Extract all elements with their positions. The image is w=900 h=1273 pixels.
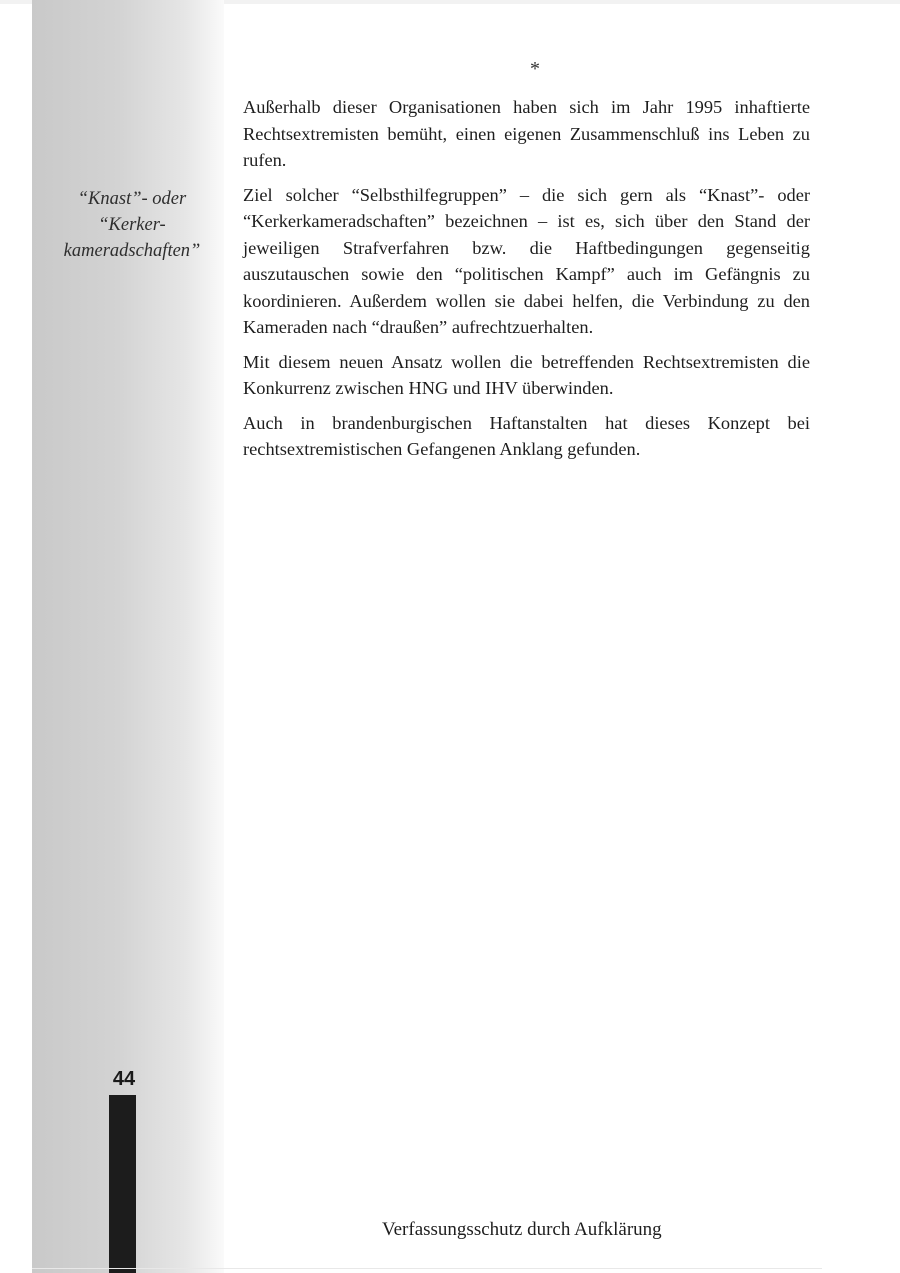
marginal-note-line-1: “Knast”- oder <box>77 189 187 209</box>
section-separator: * <box>530 58 540 80</box>
page-marker-bar <box>109 1095 136 1273</box>
bottom-edge <box>32 1268 822 1269</box>
marginal-note-line-2: “Kerker- <box>98 215 166 235</box>
paragraph: Ziel solcher “Selbsthilfegruppen” – die sich gern als “Knast”- oder “Kerkerkameradschaften” bezeichnen – ist es, sich über den Stand der jeweiligen Strafverfahren bzw. die Haftbedingungen gegenseitig auszutauschen sowie den “politischen Kampf” auch im Gefängnis zu koordinieren. Außerdem wollen sie dabei helfen, die Verbindung zu den Kameraden nach “draußen” aufrechtzuerhalten. <box>243 184 810 337</box>
footer-title: Verfassungsschutz durch Aufklärung <box>382 1219 662 1240</box>
page-number: 44 <box>112 1068 136 1090</box>
paragraph: Mit diesem neuen Ansatz wollen die betreffenden Rechtsextremisten die Konkurrenz zwischen HNG und IHV überwinden. <box>243 351 810 398</box>
marginal-note-line-3: kameradschaften” <box>63 241 201 261</box>
paragraph: Außerhalb dieser Organisationen haben sich im Jahr 1995 inhaftierte Rechtsextremisten bemüht, einen eigenen Zusammenschluß ins Leben zu rufen. <box>243 97 810 170</box>
paragraph: Auch in brandenburgischen Haftanstalten hat dieses Konzept bei rechtsextremistischen Gefangenen Anklang gefunden. <box>243 412 810 459</box>
body-text <box>243 94 810 471</box>
marginal-note <box>44 186 220 264</box>
